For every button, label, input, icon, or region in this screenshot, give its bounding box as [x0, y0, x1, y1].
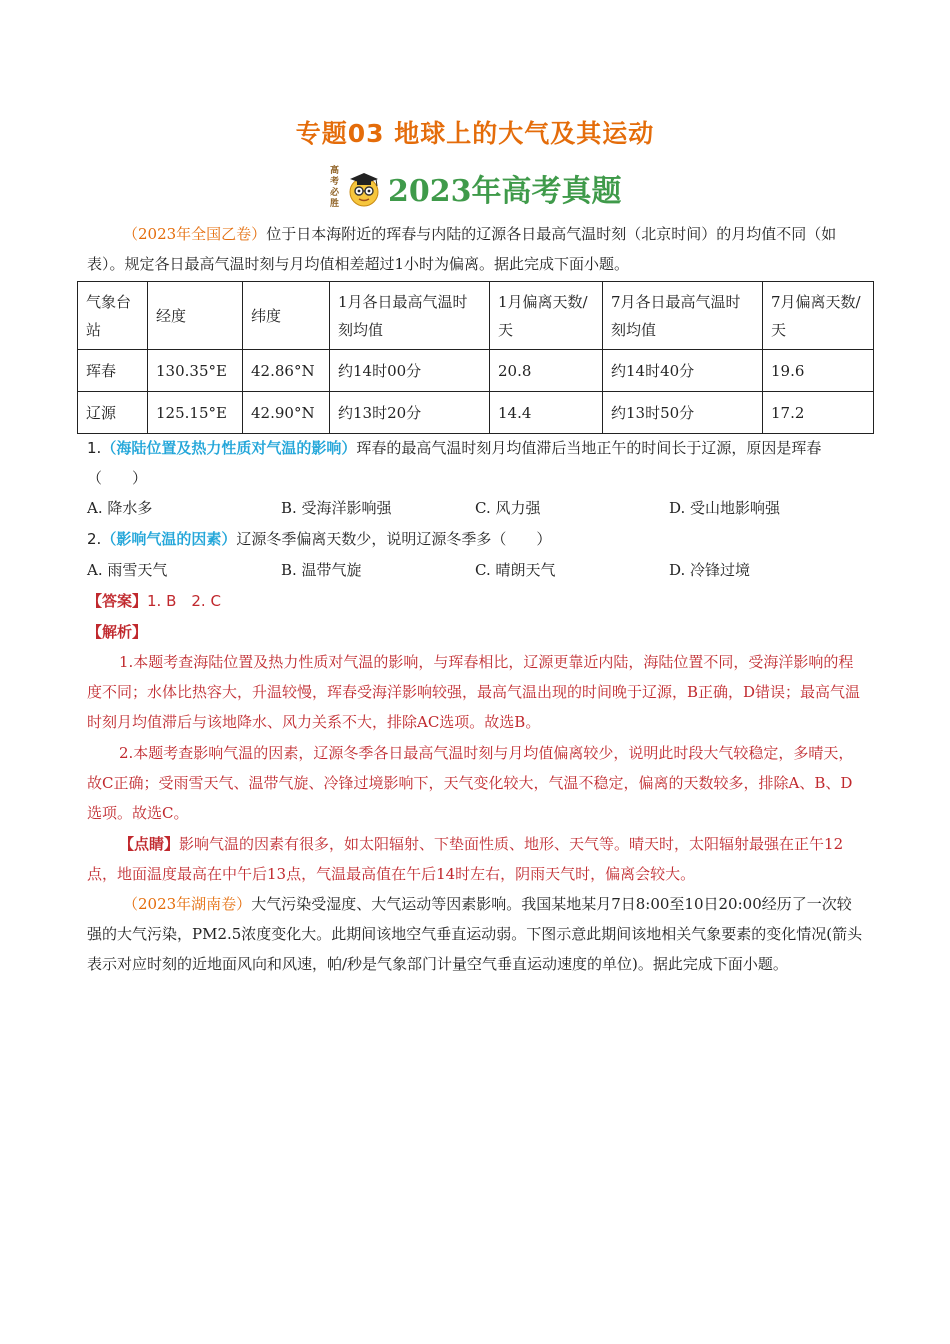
option-b: B. 温带气旋 — [281, 561, 362, 579]
analysis-paragraph-2: 2.本题考查影响气温的因素，辽源冬季各日最高气温时刻与月均值偏离较少，说明此时段大气较稳定，多晴天，故C正确；受雨雪天气、温带气旋、冷锋过境影响下，天气变化较大，气温不稳定，偏离的天数较多，排除A、B、D选项。故选C。 — [87, 744, 854, 822]
table-cell: 约13时50分 — [603, 392, 763, 434]
source-tag: （2023年湖南卷） — [123, 895, 252, 913]
data-table — [77, 281, 874, 434]
option-c: C. 晴朗天气 — [475, 561, 556, 579]
question-topic-tag: （海陆位置及热力性质对气温的影响） — [101, 439, 357, 457]
question-number: 1. — [87, 439, 102, 457]
banner-side-text: 高考必胜 — [330, 166, 340, 209]
option-c: C. 风力强 — [475, 499, 541, 517]
table-cell: 珲春 — [78, 350, 148, 392]
question-text: 珲春的最高气温时刻月均值滞后当地正午的时间长于辽源，原因是珲春（ ） — [87, 439, 822, 487]
table-header-cell: 7月偏离天数/天 — [763, 282, 874, 350]
graduate-mascot-icon — [344, 168, 384, 208]
table-cell: 20.8 — [490, 350, 603, 392]
question-number: 2. — [87, 530, 102, 548]
table-header-row — [78, 282, 874, 350]
intro-text: 大气污染受湿度、大气运动等因素影响。我国某地某月7日8:00至10日20:00经历了一次较强的大气污染，PM2.5浓度变化大。此期间该地空气垂直运动弱。下图示意此期间该地相关气象要素的变化情况(箭头表示对应时刻的近地面风向和风速，帕/秒是气象部门计量空气垂直运动速度的单位)。据此完成下面小题。 — [87, 895, 863, 973]
question-1 — [87, 433, 865, 493]
table-row — [78, 392, 874, 434]
answer-line — [87, 586, 865, 616]
table-header-cell: 1月偏离天数/天 — [490, 282, 603, 350]
option-a: A. 降水多 — [87, 499, 153, 517]
question-text: 辽源冬季偏离天数少，说明辽源冬季多（ ） — [236, 530, 552, 548]
option-d: D. 受山地影响强 — [669, 499, 781, 517]
analysis-label-line — [87, 617, 865, 647]
table-cell: 42.86°N — [243, 350, 330, 392]
answer-text: 1. B 2. C — [147, 592, 221, 610]
tip-paragraph — [87, 829, 865, 889]
table-header-cell: 经度 — [148, 282, 243, 350]
table-cell: 17.2 — [763, 392, 874, 434]
table-cell: 约13时20分 — [330, 392, 490, 434]
table-cell: 14.4 — [490, 392, 603, 434]
table-cell: 42.90°N — [243, 392, 330, 434]
option-a: A. 雨雪天气 — [87, 561, 168, 579]
source-tag: （2023年全国乙卷） — [123, 225, 267, 243]
analysis-paragraph-1: 1.本题考查海陆位置及热力性质对气温的影响，与珲春相比，辽源更靠近内陆，海陆位置不同，受海洋影响的程度不同；水体比热容大，升温较慢，珲春受海洋影响较强，最高气温出现的时间晚于辽源，B正确，D错误；最高气温时刻月均值滞后与该地降水、风力关系不大，排除AC选项。故选B。 — [87, 653, 861, 731]
intro-paragraph-2 — [87, 889, 865, 979]
question-topic-tag: （影响气温的因素） — [101, 530, 237, 548]
table-cell: 130.35°E — [148, 350, 243, 392]
page-title: 专题03 地球上的大气及其运动 — [295, 119, 655, 148]
table-header-cell: 7月各日最高气温时刻均值 — [603, 282, 763, 350]
answer-label: 【答案】 — [87, 592, 148, 610]
table-header-cell: 纬度 — [243, 282, 330, 350]
table-header-cell: 1月各日最高气温时刻均值 — [330, 282, 490, 350]
table-cell: 约14时40分 — [603, 350, 763, 392]
table-cell: 125.15°E — [148, 392, 243, 434]
intro-text: 位于日本海附近的珲春与内陆的辽源各日最高气温时刻（北京时间）的月均值不同（如表）。规定各日最高气温时刻与月均值相差超过1小时为偏离。据此完成下面小题。 — [87, 225, 837, 273]
table-cell: 约14时00分 — [330, 350, 490, 392]
analysis-label: 【解析】 — [87, 623, 148, 641]
banner-title: 2023年高考真题 — [388, 174, 622, 209]
question-2-options — [87, 555, 887, 585]
intro-paragraph-1 — [87, 219, 865, 279]
option-d: D. 冷锋过境 — [669, 561, 751, 579]
table-header-cell: 气象台站 — [78, 282, 148, 350]
tip-label: 【点睛】 — [119, 835, 180, 853]
table-row — [78, 350, 874, 392]
table-cell: 辽源 — [78, 392, 148, 434]
question-1-options — [87, 493, 887, 523]
exam-banner — [330, 164, 622, 212]
tip-text: 影响气温的因素有很多，如太阳辐射、下垫面性质、地形、天气等。晴天时，太阳辐射最强在正午12点，地面温度最高在中午后13点，气温最高值在午后14时左右，阴雨天气时，偏离会较大。 — [87, 835, 844, 883]
question-2 — [87, 524, 865, 554]
option-b: B. 受海洋影响强 — [281, 499, 392, 517]
table-cell: 19.6 — [763, 350, 874, 392]
